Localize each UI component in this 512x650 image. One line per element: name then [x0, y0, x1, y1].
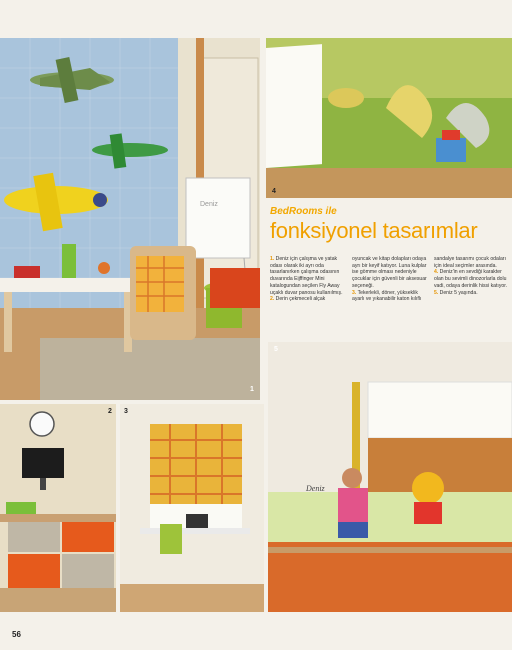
photo-number-1: 1 [250, 386, 254, 393]
heading-kicker: BedRooms ile [270, 206, 337, 217]
item-number: 2. [270, 296, 275, 303]
desk-illustration [120, 404, 264, 612]
heading-title: fonksiyonel tasarımlar [270, 218, 478, 243]
item-text: sandalye tasarımı çocuk odaları için ideal seçimler arasında. [434, 256, 506, 269]
body-column-2 [352, 256, 428, 303]
green-chair [160, 524, 182, 554]
study-room-illustration [0, 38, 260, 400]
item-text: Deniz için çalışma ve yatak odası olarak iki ayrı oda tasarlanırken çalışma odasının duvarında Eijffinger Mini katalogundan seçilen Fly Away uçaklı duvar panosu kullanılmış. [270, 256, 343, 296]
item-number: 4. [434, 269, 439, 276]
photo-number-5: 5 [274, 346, 278, 353]
page-number: 56 [12, 630, 21, 639]
item-text: Derin çekmeceli alçak [275, 296, 326, 303]
article-heading [270, 206, 510, 244]
item-text: Deniz 5 yaşında. [439, 289, 478, 296]
photo-bedroom [268, 342, 512, 612]
item-text: Deniz'in en sevdiği karakter olan bu sevimli dinozorlarla dolu vadi, odaya derinlik hissi katıyor. [434, 269, 508, 289]
bedroom-illustration [268, 342, 512, 612]
tv [22, 448, 64, 478]
item-text: oyuncak ve kitap dolapları odaya ayrı bir keyif katıyor. Luna kulplar ise gömme olması nedeniyle çocuklar için güvenli bir aksesuar seçeneği. [352, 256, 427, 289]
easel-note: Deniz [200, 201, 218, 208]
article-body [270, 256, 510, 303]
photo-number-3: 3 [124, 408, 128, 415]
item-text: Tekerlekli, döner, yükseklik ayarlı ve yıkanabilir katon kılıflı [352, 289, 422, 303]
item-number: 3. [352, 289, 357, 296]
cabinet-illustration [0, 404, 116, 612]
body-column-3 [434, 256, 510, 303]
photo-desk-window [120, 404, 264, 612]
clock-icon [30, 412, 54, 436]
item-number: 1. [270, 256, 275, 262]
photo-number-4: 4 [272, 188, 276, 195]
photo-cabinet-tv [0, 404, 116, 612]
photo-dinosaur-mural [266, 38, 512, 198]
signature: Deniz [306, 484, 325, 493]
dinosaur-illustration [266, 38, 512, 198]
photo-number-2: 2 [108, 408, 112, 415]
photo-study-room [0, 38, 260, 400]
body-column-1 [270, 256, 346, 303]
item-number: 5. [434, 289, 439, 296]
laptop [186, 514, 208, 528]
